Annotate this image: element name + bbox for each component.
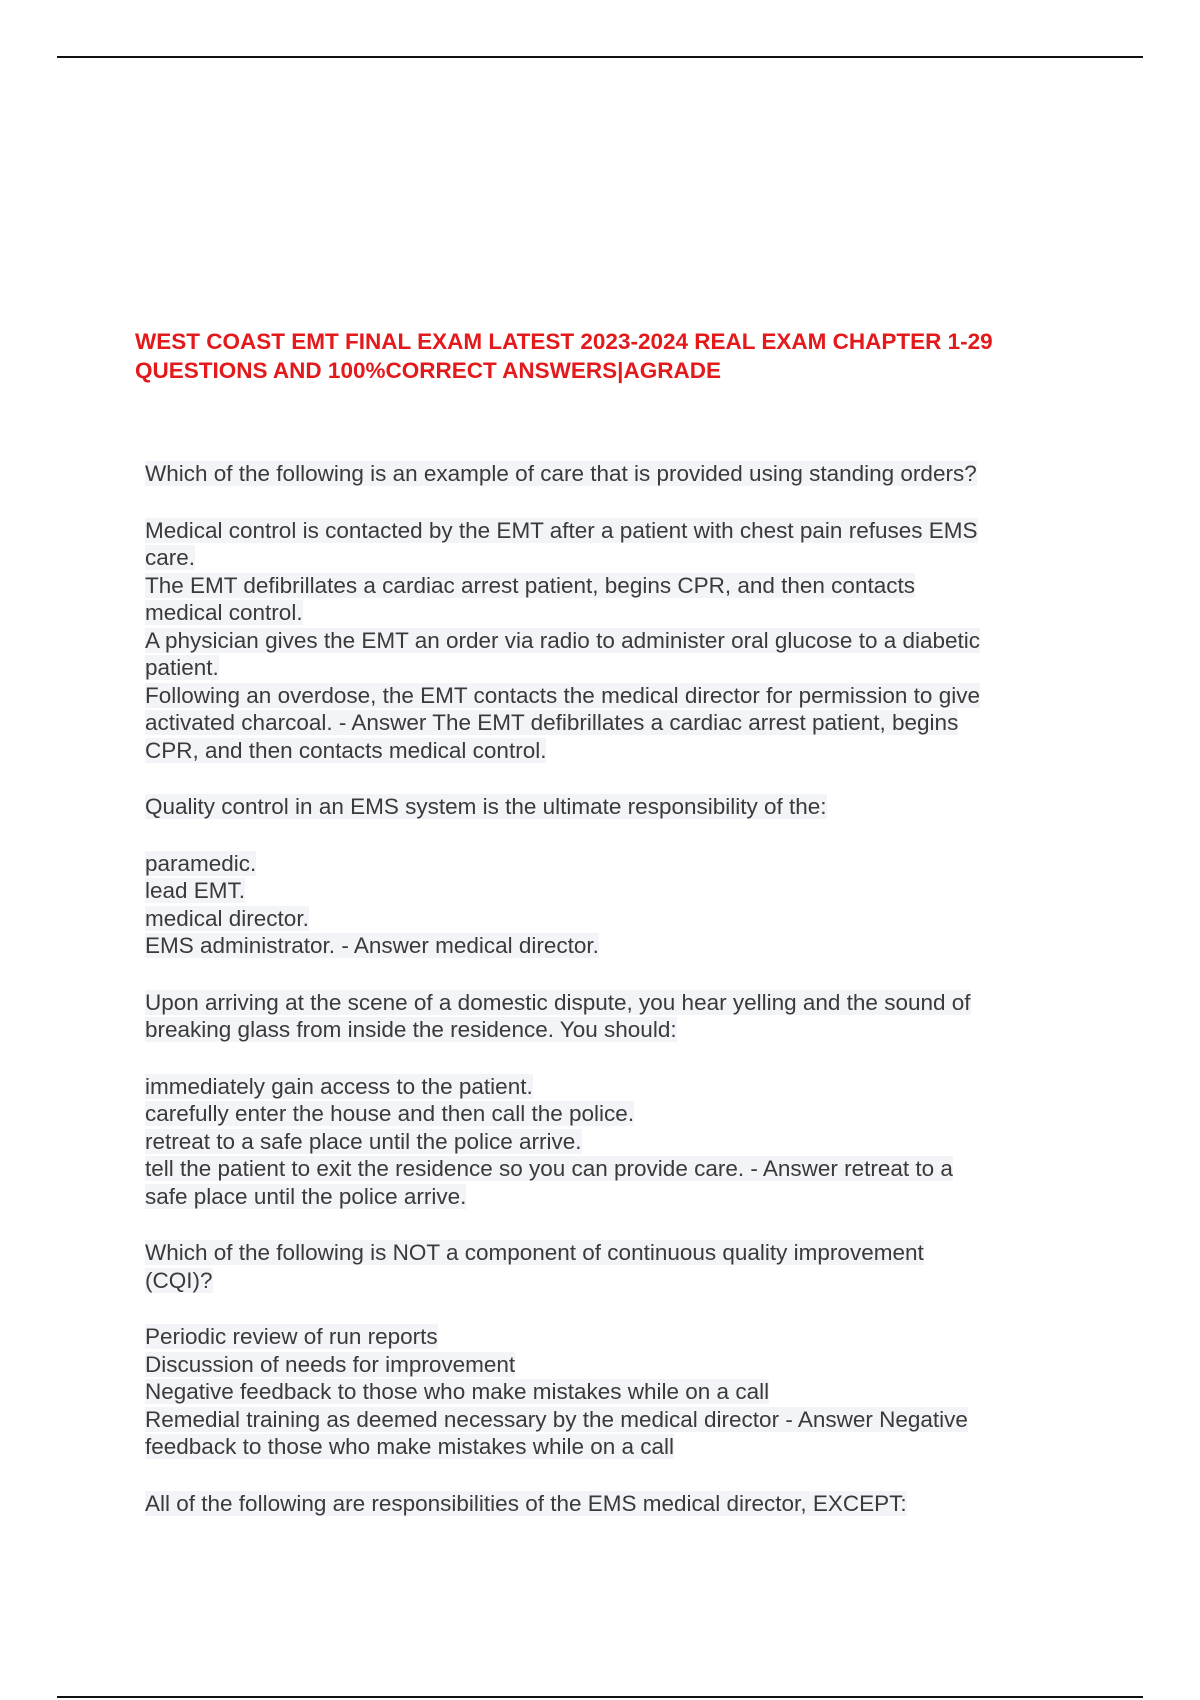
text-line-content: tell the patient to exit the residence so you can provide care. - Answer retreat to a <box>145 1156 953 1181</box>
text-line <box>145 517 1075 545</box>
text-line-content: retreat to a safe place until the police arrive. <box>145 1128 582 1154</box>
text-line <box>145 682 1075 710</box>
text-block <box>145 1490 1075 1518</box>
text-block <box>145 1323 1075 1461</box>
text-block <box>145 850 1075 960</box>
text-line-content: Upon arriving at the scene of a domestic dispute, you hear yelling and the sound of <box>145 989 971 1015</box>
text-line <box>145 989 1075 1017</box>
text-line-content: Negative feedback to those who make mistakes while on a call <box>145 1379 770 1404</box>
text-line-content: All of the following are responsibilities of the EMS medical director, EXCEPT: <box>145 1490 907 1516</box>
text-line-content: patient. <box>145 655 219 680</box>
text-line <box>145 1433 1075 1461</box>
text-line-content: activated charcoal. - Answer The EMT defibrillates a cardiac arrest patient, begins <box>145 710 959 735</box>
text-line-content: safe place until the police arrive. <box>145 1183 467 1209</box>
paragraph-gap <box>145 1461 1075 1490</box>
text-line <box>145 905 1075 933</box>
text-line-content: feedback to those who make mistakes while on a call <box>145 1434 675 1459</box>
title-line: WEST COAST EMT FINAL EXAM LATEST 2023-2024 REAL EXAM CHAPTER 1-29 <box>135 329 993 354</box>
text-line <box>145 1406 1075 1434</box>
text-line <box>145 1267 1075 1295</box>
paragraph-gap <box>145 960 1075 989</box>
text-line-content: paramedic. <box>145 850 257 876</box>
text-line-content: breaking glass from inside the residence. You should: <box>145 1017 677 1042</box>
text-line <box>145 1155 1075 1183</box>
paragraph-gap <box>145 764 1075 793</box>
text-line <box>145 627 1075 655</box>
text-line <box>145 544 1075 572</box>
text-line <box>145 1239 1075 1267</box>
text-line <box>145 932 1075 960</box>
text-block <box>145 460 1075 488</box>
text-line <box>145 1490 1075 1518</box>
title-line: QUESTIONS AND 100%CORRECT ANSWERS|AGRADE <box>135 358 721 383</box>
text-block <box>145 1073 1075 1211</box>
text-line <box>145 793 1075 821</box>
document-title <box>135 327 1095 385</box>
text-line-content: lead EMT. <box>145 878 246 903</box>
text-line-content: medical control. <box>145 600 303 625</box>
paragraph-gap <box>145 821 1075 850</box>
text-line <box>145 1323 1075 1351</box>
text-block <box>145 517 1075 765</box>
text-line-content: care. <box>145 545 196 570</box>
text-line-content: Which of the following is NOT a component of continuous quality improvement <box>145 1240 924 1265</box>
text-line <box>145 572 1075 600</box>
text-line <box>145 877 1075 905</box>
text-line-content: (CQI)? <box>145 1267 213 1293</box>
paragraph-gap <box>145 488 1075 517</box>
text-line <box>145 1016 1075 1044</box>
text-line <box>145 599 1075 627</box>
paragraph-gap <box>145 1044 1075 1073</box>
text-line <box>145 1128 1075 1156</box>
top-rule <box>57 56 1143 58</box>
text-line <box>145 1183 1075 1211</box>
text-line <box>145 654 1075 682</box>
text-line-content: The EMT defibrillates a cardiac arrest patient, begins CPR, and then contacts <box>145 572 915 598</box>
text-line-content: carefully enter the house and then call the police. <box>145 1101 635 1126</box>
text-line-content: Following an overdose, the EMT contacts the medical director for permission to give <box>145 682 980 708</box>
paragraph-gap <box>145 1294 1075 1323</box>
text-line-content: Which of the following is an example of care that is provided using standing orders? <box>145 461 977 486</box>
text-line <box>145 1073 1075 1101</box>
text-line-content: Medical control is contacted by the EMT after a patient with chest pain refuses EMS <box>145 517 978 543</box>
text-block <box>145 793 1075 821</box>
text-line-content: Discussion of needs for improvement <box>145 1351 516 1377</box>
paragraph-gap <box>145 1210 1075 1239</box>
text-line-content: Remedial training as deemed necessary by the medical director - Answer Negative <box>145 1406 968 1432</box>
text-line-content: CPR, and then contacts medical control. <box>145 737 547 763</box>
text-block <box>145 989 1075 1044</box>
text-line-content: Periodic review of run reports <box>145 1324 438 1349</box>
text-line-content: Quality control in an EMS system is the ultimate responsibility of the: <box>145 794 827 819</box>
text-block <box>145 1239 1075 1294</box>
text-line <box>145 1378 1075 1406</box>
text-line-content: medical director. <box>145 905 309 931</box>
text-line-content: EMS administrator. - Answer medical director. <box>145 933 599 958</box>
text-line <box>145 1100 1075 1128</box>
document-body <box>145 460 1075 1517</box>
bottom-rule <box>57 1696 1143 1698</box>
text-line-content: immediately gain access to the patient. <box>145 1073 533 1099</box>
text-line <box>145 1351 1075 1379</box>
text-line <box>145 709 1075 737</box>
text-line <box>145 850 1075 878</box>
text-line <box>145 460 1075 488</box>
text-line-content: A physician gives the EMT an order via radio to administer oral glucose to a diabetic <box>145 627 981 653</box>
text-line <box>145 737 1075 765</box>
